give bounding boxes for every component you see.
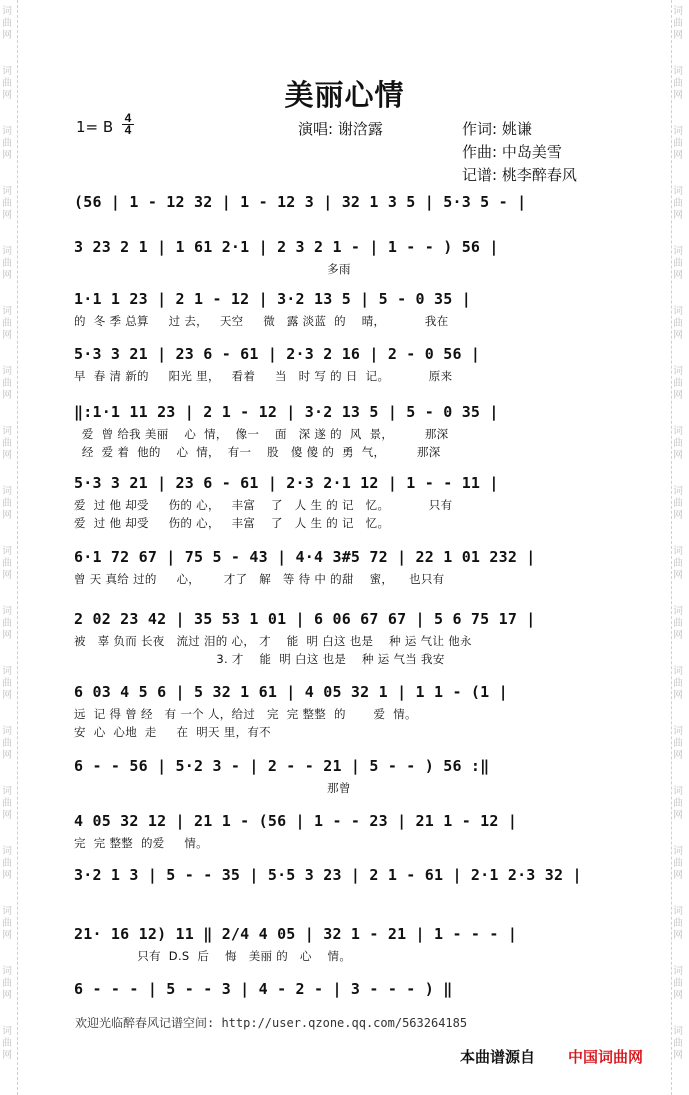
watermark-text: 词曲网 <box>673 486 683 521</box>
notation-line: 21· 16 12) 11 ‖ 2/4 4 05 | 32 1 - 21 | 1 - - - | <box>74 925 518 943</box>
watermark-text: 词曲网 <box>2 666 12 701</box>
watermark-text: 词曲网 <box>673 786 683 821</box>
watermark-text: 词曲网 <box>2 6 12 41</box>
watermark-text: 词曲网 <box>2 246 12 281</box>
lyric-line: 远 记 得 曾 经 有 一个 人，给过 完 完 整整 的 爱 情。 <box>74 707 417 721</box>
score-row <box>74 548 614 598</box>
lyricist-credit: 作词: 姚谦 <box>462 120 532 138</box>
left-watermark-strip <box>0 0 18 1095</box>
watermark-text: 词曲网 <box>673 306 683 341</box>
notation-line: 3 23 2 1 | 1 61 2·1 | 2 3 2 1 - | 1 - - ) 56 | <box>74 238 499 256</box>
watermark-text: 词曲网 <box>2 66 12 101</box>
notation-line: 6 - - 56 | 5·2 3 - | 2 - - 21 | 5 - - ) 56 :‖ <box>74 757 490 775</box>
watermark-text: 词曲网 <box>2 486 12 521</box>
watermark-text: 词曲网 <box>673 666 683 701</box>
watermark-text: 词曲网 <box>673 1026 683 1061</box>
source-label: 本曲谱源自 <box>460 1048 536 1066</box>
lyric-line: 被 辜 负而 长夜 流过 泪的 心， 才 能 明 白这 也是 种 运 气让 他永 <box>74 634 472 648</box>
time-signature <box>122 113 134 136</box>
watermark-text: 词曲网 <box>673 126 683 161</box>
source-site-name[interactable]: 中国词曲网 <box>568 1048 644 1066</box>
score-row <box>74 238 614 288</box>
watermark-text: 词曲网 <box>2 846 12 881</box>
singer-credit: 演唱: 谢浛露 <box>298 120 383 138</box>
lyric-line: 只有 D.S 后 悔 美丽 的 心 情。 <box>74 949 352 963</box>
notation-line: ‖:1·1 11 23 | 2 1 - 12 | 3·2 13 5 | 5 - 0 35 | <box>74 403 499 421</box>
score-row <box>74 610 614 666</box>
time-signature-top: 4 <box>124 111 132 125</box>
watermark-text: 词曲网 <box>2 606 12 641</box>
lyric-line: 爱 过 他 却受 伤的 心， 丰富 了 人 生 的 记 忆。 <box>74 516 390 530</box>
watermark-text: 词曲网 <box>2 426 12 461</box>
composer-credit: 作曲: 中岛美雪 <box>462 143 562 161</box>
lyric-line: 的 冬 季 总算 过 去， 天空 微 露 淡蓝 的 晴， 我在 <box>74 314 449 328</box>
watermark-text: 词曲网 <box>673 366 683 401</box>
lyric-line: 爱 曾 给我 美丽 心 情， 像一 面 深 遂 的 风 景， 那深 <box>74 427 449 441</box>
transcriber-credit: 记谱: 桃李醉春风 <box>462 166 577 184</box>
watermark-text: 词曲网 <box>2 366 12 401</box>
watermark-text: 词曲网 <box>673 906 683 941</box>
notation-line: 4 05 32 12 | 21 1 - (56 | 1 - - 23 | 21 1 - 12 | <box>74 812 518 830</box>
lyric-line: 早 春 清 新的 阳光 里， 看着 当 时 写 的 日 记。 原来 <box>74 369 453 383</box>
score-row <box>74 683 614 739</box>
notation-line: (56 | 1 - 12 32 | 1 - 12 3 | 32 1 3 5 | 5·3 5 - | <box>74 193 527 211</box>
watermark-text: 词曲网 <box>673 66 683 101</box>
watermark-text: 词曲网 <box>673 426 683 461</box>
lyric-line: 经 爱 着 他的 心 情， 有一 股 傻 傻 的 勇 气， 那深 <box>74 445 441 459</box>
watermark-text: 词曲网 <box>2 966 12 1001</box>
notation-line: 2 02 23 42 | 35 53 1 01 | 6 06 67 67 | 5 6 75 17 | <box>74 610 536 628</box>
notation-line: 6·1 72 67 | 75 5 - 43 | 4·4 3#5 72 | 22 1 01 232 | <box>74 548 536 566</box>
lyric-line: 那曾 <box>74 781 351 795</box>
notation-line: 5·3 3 21 | 23 6 - 61 | 2·3 2 16 | 2 - 0 56 | <box>74 345 481 363</box>
score-row <box>74 193 614 243</box>
score-row <box>74 866 614 916</box>
key-signature: 1= B <box>76 118 114 136</box>
watermark-text: 词曲网 <box>673 606 683 641</box>
notation-line: 6 - - - | 5 - - 3 | 4 - 2 - | 3 - - - ) ‖ <box>74 980 453 998</box>
score-row <box>74 474 614 530</box>
watermark-text: 词曲网 <box>2 126 12 161</box>
score-row <box>74 757 614 807</box>
footer-link-text[interactable]: 欢迎光临醉春风记谱空间: http://user.qzone.qq.com/563264185 <box>75 1016 468 1030</box>
right-watermark-strip <box>671 0 689 1095</box>
score-row <box>74 403 614 459</box>
lyric-line: 爱 过 他 却受 伤的 心， 丰富 了 人 生 的 记 忆。 只有 <box>74 498 453 512</box>
watermark-text: 词曲网 <box>2 186 12 221</box>
watermark-text: 词曲网 <box>2 546 12 581</box>
watermark-text: 词曲网 <box>673 6 683 41</box>
notation-line: 5·3 3 21 | 23 6 - 61 | 2·3 2·1 12 | 1 - - 11 | <box>74 474 499 492</box>
song-title: 美丽心情 <box>284 78 405 112</box>
watermark-text: 词曲网 <box>2 786 12 821</box>
lyric-line: 完 完 整整 的爱 情。 <box>74 836 208 850</box>
time-signature-bottom: 4 <box>122 124 134 136</box>
score-row <box>74 812 614 862</box>
score-row <box>74 345 614 395</box>
notation-line: 6 03 4 5 6 | 5 32 1 61 | 4 05 32 1 | 1 1 - (1 | <box>74 683 508 701</box>
watermark-text: 词曲网 <box>673 246 683 281</box>
lyric-line: 3. 才 能 明 白这 也是 种 运 气当 我安 <box>74 652 445 666</box>
watermark-text: 词曲网 <box>673 846 683 881</box>
score-row <box>74 290 614 340</box>
watermark-text: 词曲网 <box>673 186 683 221</box>
watermark-text: 词曲网 <box>2 1026 12 1061</box>
lyric-line: 曾 天 真给 过的 心， 才了 解 等 待 中 的甜 蜜， 也只有 <box>74 572 445 586</box>
lyric-line: 安 心 心地 走 在 明天 里，有不 <box>74 725 271 739</box>
watermark-text: 词曲网 <box>673 966 683 1001</box>
notation-line: 1·1 1 23 | 2 1 - 12 | 3·2 13 5 | 5 - 0 35 | <box>74 290 471 308</box>
watermark-text: 词曲网 <box>2 726 12 761</box>
notation-line: 3·2 1 3 | 5 - - 35 | 5·5 3 23 | 2 1 - 61 | 2·1 2·3 32 | <box>74 866 582 884</box>
watermark-text: 词曲网 <box>2 306 12 341</box>
lyric-line: 多雨 <box>74 262 351 276</box>
watermark-text: 词曲网 <box>2 906 12 941</box>
watermark-text: 词曲网 <box>673 726 683 761</box>
watermark-text: 词曲网 <box>673 546 683 581</box>
score-row <box>74 925 614 975</box>
